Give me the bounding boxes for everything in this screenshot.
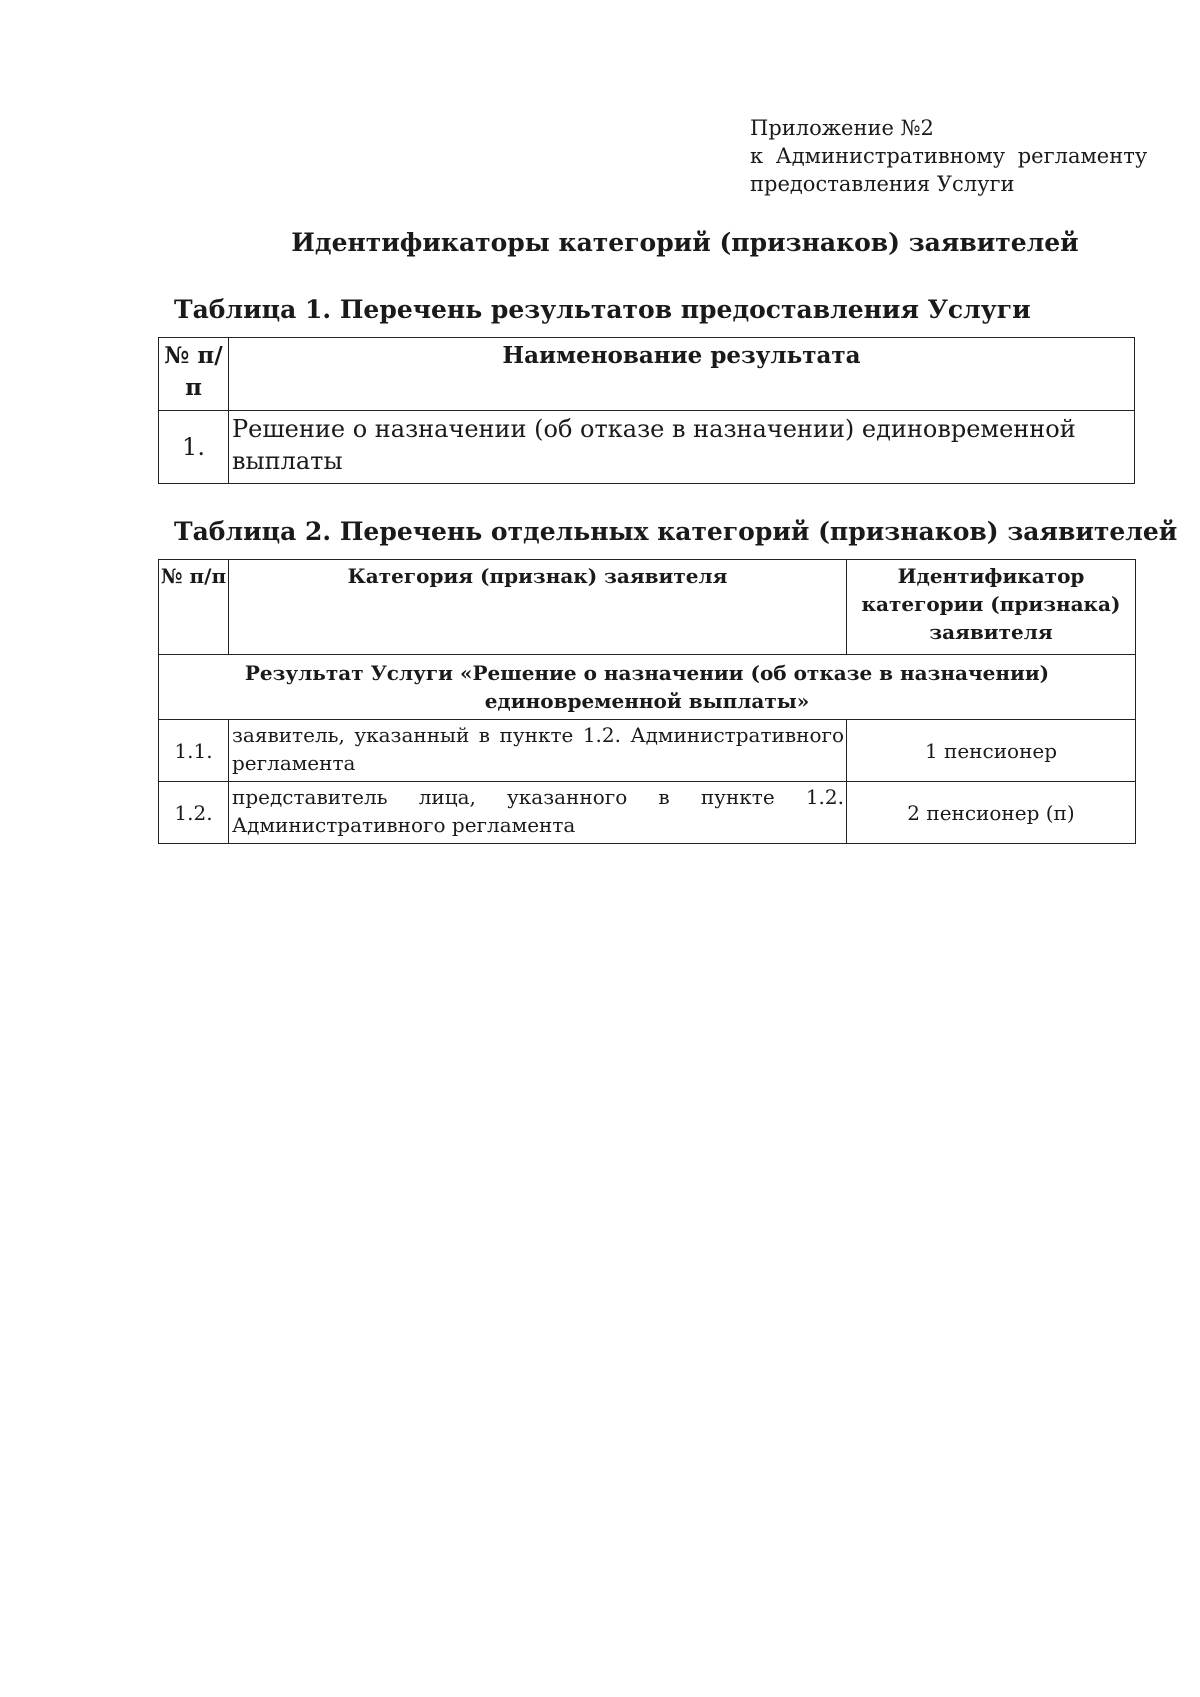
table2-header-identifier: Идентификатор категории (признака) заявителя bbox=[847, 560, 1136, 655]
table2-row-identifier: 1 пенсионер bbox=[847, 720, 1136, 782]
results-table bbox=[158, 337, 1135, 484]
table1-header-name: Наименование результата bbox=[229, 338, 1135, 411]
table2-row-number: 1.2. bbox=[159, 782, 229, 844]
appendix-line-2: к Административному регламенту bbox=[750, 144, 1148, 168]
table-row bbox=[159, 411, 1135, 484]
table1-header-number: № п/п bbox=[159, 338, 229, 411]
table2-row-category: представитель лица, указанного в пункте 1.2. Административного регламента bbox=[229, 782, 847, 844]
table2-header-number: № п/п bbox=[159, 560, 229, 655]
table1-row-name: Решение о назначении (об отказе в назначении) единовременной выплаты bbox=[229, 411, 1135, 484]
appendix-header bbox=[750, 114, 1148, 198]
appendix-line-1: Приложение №2 bbox=[750, 116, 934, 140]
table2-row-identifier: 2 пенсионер (п) bbox=[847, 782, 1136, 844]
table2-result-title: Результат Услуги «Решение о назначении (об отказе в назначении) единовременной выплаты» bbox=[159, 655, 1136, 720]
table-row bbox=[159, 782, 1136, 844]
table2-row-category: заявитель, указанный в пункте 1.2. Административного регламента bbox=[229, 720, 847, 782]
table2-header-category: Категория (признак) заявителя bbox=[229, 560, 847, 655]
appendix-line-3: предоставления Услуги bbox=[750, 172, 1015, 196]
table2-row-number: 1.1. bbox=[159, 720, 229, 782]
table2-result-row bbox=[159, 655, 1136, 720]
table1-caption: Таблица 1. Перечень результатов предоставления Услуги bbox=[174, 295, 1031, 324]
document-title: Идентификаторы категорий (признаков) заявителей bbox=[291, 228, 1079, 257]
table1-header-row bbox=[159, 338, 1135, 411]
table2-header-row bbox=[159, 560, 1136, 655]
table1-row-number: 1. bbox=[159, 411, 229, 484]
table2-caption: Таблица 2. Перечень отдельных категорий (признаков) заявителей bbox=[174, 517, 1178, 546]
table-row bbox=[159, 720, 1136, 782]
applicant-categories-table bbox=[158, 559, 1136, 844]
